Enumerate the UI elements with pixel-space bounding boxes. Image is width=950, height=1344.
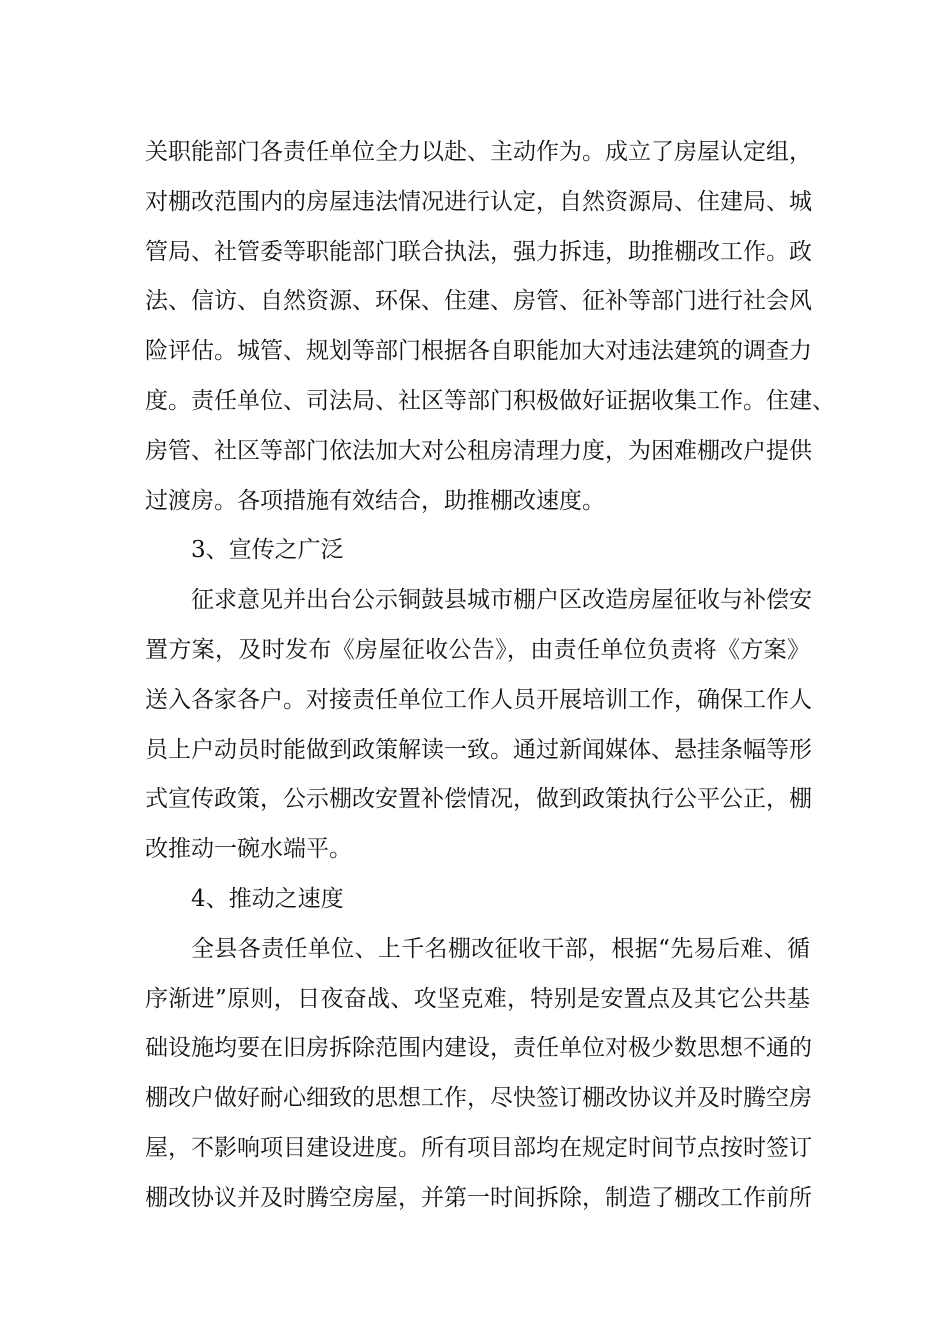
paragraph-line: 对棚改范围内的房屋违法情况进行认定，自然资源局、住建局、城 [145,188,812,215]
paragraph-line: 序渐进”原则，日夜奋战、攻坚克难，特别是安置点及其它公共基 [145,985,810,1012]
paragraph-line: 全县各责任单位、上千名棚改征收干部，根据“先易后难、循 [191,935,810,962]
paragraph-line: 础设施均要在旧房拆除范围内建设，责任单位对极少数思想不通的 [145,1035,812,1062]
paragraph-line: 过渡房。各项措施有效结合，助推棚改速度。 [145,487,605,514]
paragraph-line: 关职能部门各责任单位全力以赴、主动作为。成立了房屋认定组， [145,139,812,165]
document-body [145,128,835,1224]
section-heading: 3、宣传之广泛 [191,537,344,564]
paragraph-line: 征求意见并出台公示铜鼓县城市棚户区改造房屋征收与补偿安 [191,587,812,614]
paragraph-line: 度。责任单位、司法局、社区等部门积极做好证据收集工作。住建、 [145,387,835,414]
paragraph-line: 置方案，及时发布《房屋征收公告》，由责任单位负责将《方案》 [145,636,810,663]
paragraph-line: 险评估。城管、规划等部门根据各自职能加大对违法建筑的调查力 [145,338,812,365]
paragraph-line: 房管、社区等部门依法加大对公租房清理力度，为困难棚改户提供 [145,437,812,464]
section-heading: 4、推动之速度 [191,885,344,912]
paragraph-line: 棚改户做好耐心细致的思想工作，尽快签订棚改协议并及时腾空房 [145,1085,812,1112]
paragraph-line: 员上户动员时能做到政策解读一致。通过新闻媒体、悬挂条幅等形 [145,736,812,763]
paragraph-line: 管局、社管委等职能部门联合执法，强力拆违，助推棚改工作。政 [145,238,812,265]
paragraph-line: 棚改协议并及时腾空房屋，并第一时间拆除，制造了棚改工作前所 [145,1184,812,1211]
paragraph-line: 屋，不影响项目建设进度。所有项目部均在规定时间节点按时签订 [145,1134,812,1161]
paragraph-line: 式宣传政策，公示棚改安置补偿情况，做到政策执行公平公正，棚 [145,786,812,813]
paragraph-line: 改推动一碗水端平。 [145,836,352,863]
paragraph-line: 法、信访、自然资源、环保、住建、房管、征补等部门进行社会风 [145,288,812,315]
paragraph-line: 送入各家各户。对接责任单位工作人员开展培训工作，确保工作人 [145,686,812,713]
